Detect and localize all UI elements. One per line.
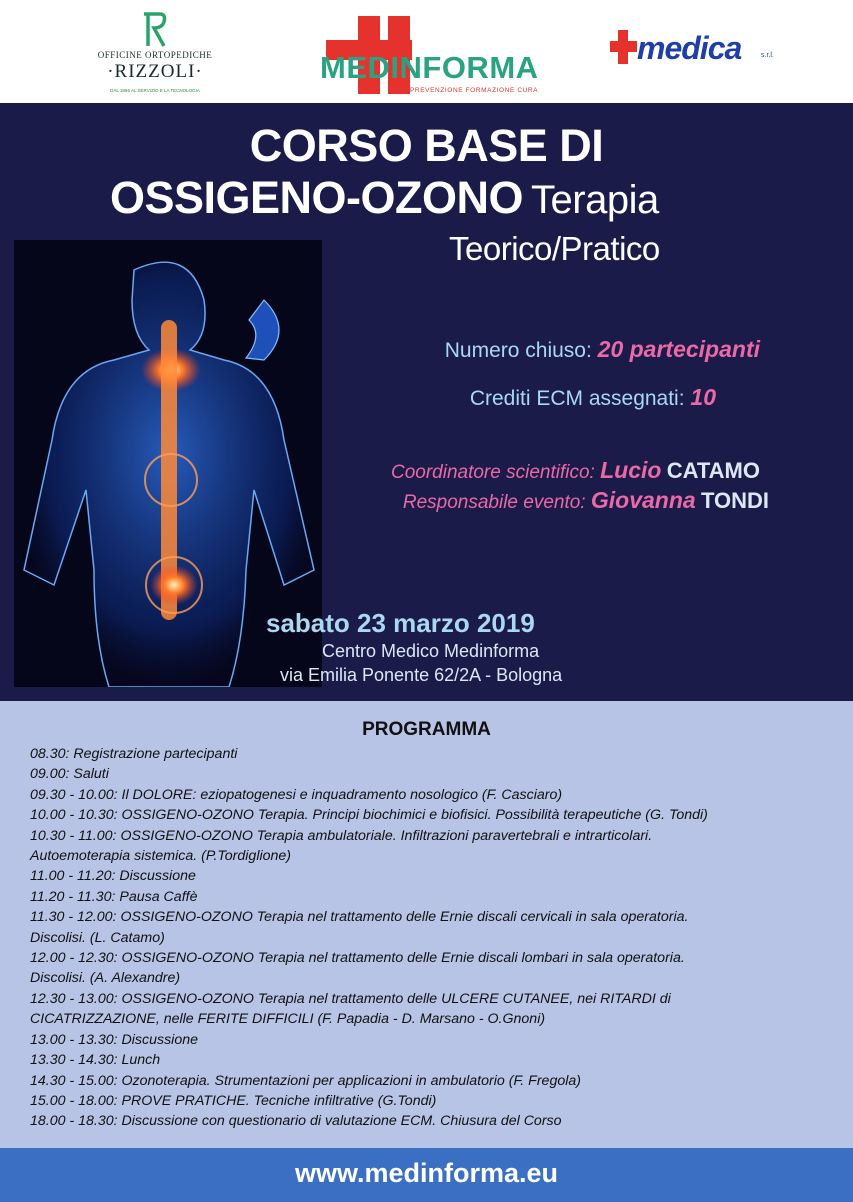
coordinatore	[391, 457, 760, 484]
footer	[0, 1148, 853, 1202]
numero-label: Numero chiuso:	[444, 339, 598, 362]
crediti-value: 10	[690, 384, 716, 410]
programma-line: CICATRIZZAZIONE, nelle FERITE DIFFICILI (F. Papadia - D. Marsano - O.Gnoni)	[30, 1011, 546, 1028]
subtitle: Teorico/Pratico	[449, 230, 660, 267]
event-date: sabato 23 marzo 2019	[266, 608, 535, 638]
rizzoli-r-icon	[138, 10, 168, 50]
numero-value: 20 partecipanti	[597, 336, 760, 362]
medica-name: medica	[637, 30, 742, 66]
website-link[interactable]: www.medinforma.eu	[294, 1158, 559, 1188]
responsabile-label: Responsabile evento:	[402, 492, 591, 513]
title-line2	[110, 172, 659, 224]
responsabile-nome: Giovanna	[590, 487, 696, 513]
programma-line: 18.00 - 18.30: Discussione con questionario di valutazione ECM. Chiusura del Corso	[30, 1113, 562, 1130]
rizzoli-logo	[80, 10, 230, 95]
coordinatore-cognome: CATAMO	[666, 458, 760, 483]
programma-line: 11.00 - 11.20: Discussione	[30, 868, 196, 885]
coordinatore-nome: Lucio	[600, 457, 662, 483]
medinforma-name: MEDINFORMA	[320, 50, 539, 85]
numero-chiuso	[445, 336, 760, 363]
title-bold: OSSIGENO-OZONO	[110, 172, 524, 223]
programma-list	[30, 744, 830, 1132]
title-light: Terapia	[531, 178, 659, 222]
medinforma-logo	[318, 16, 548, 94]
programma-line: Discolisi. (L. Catamo)	[30, 929, 165, 946]
event-venue: Centro Medico Medinforma	[322, 641, 540, 661]
rizzoli-line1: OFFICINE ORTOPEDICHE	[97, 50, 213, 60]
programma-line: 13.00 - 13.30: Discussione	[30, 1031, 198, 1048]
programma-line: 08.30: Registrazione partecipanti	[30, 746, 238, 762]
programma-line: 12.00 - 12.30: OSSIGENO-OZONO Terapia nel trattamento delle Ernie discali lombari in sala operatoria.	[30, 950, 685, 967]
programma-line: 11.20 - 11.30: Pausa Caffè	[30, 888, 198, 905]
programma-line: 12.30 - 13.00: OSSIGENO-OZONO Terapia nel trattamento delle ULCERE CUTANEE, nei RITARDI di	[30, 990, 671, 1007]
programma-line: 11.30 - 12.00: OSSIGENO-OZONO Terapia nel trattamento delle Ernie discali cervicali in sala operatoria.	[30, 909, 689, 926]
event-address: via Emilia Ponente 62/2A - Bologna	[280, 665, 563, 685]
header-logos	[0, 0, 853, 103]
responsabile	[403, 487, 769, 514]
medinforma-tagline: PREVENZIONE FORMAZIONE CURA	[410, 87, 539, 94]
programma-line: 13.30 - 14.30: Lunch	[30, 1052, 161, 1069]
programma-line: Discolisi. (A. Alexandre)	[30, 970, 181, 987]
title-line1: CORSO BASE DI	[249, 120, 604, 171]
medica-logo	[610, 30, 790, 70]
medica-suffix: s.r.l.	[761, 52, 774, 59]
crediti-ecm	[470, 384, 716, 411]
crediti-label: Crediti ECM assegnati:	[469, 387, 691, 410]
programma-line: 09.30 - 10.00: Il DOLORE: eziopatogenesi e inquadramento nosologico (F. Casciaro)	[30, 786, 563, 803]
programma-section	[0, 701, 853, 1148]
rizzoli-name: ·RIZZOLI·	[107, 61, 203, 82]
programma-line: 15.00 - 18.00: PROVE PRATICHE. Tecniche infiltrative (G.Tondi)	[30, 1092, 437, 1109]
programma-line: Autoemoterapia sistemica. (P.Tordiglione)	[30, 848, 292, 865]
programma-line: 10.00 - 10.30: OSSIGENO-OZONO Terapia. Principi biochimici e biofisici. Possibilità terapeutiche (G. Tondi)	[30, 807, 708, 824]
rizzoli-line3: DAL 1896 AL SERVIZIO E LA TECNOLOGIA	[110, 88, 200, 93]
responsabile-cognome: TONDI	[700, 488, 769, 513]
programma-line: 10.30 - 11.00: OSSIGENO-OZONO Terapia ambulatoriale. Infiltrazioni paravertebrali e intrarticolari.	[30, 827, 653, 844]
programma-title: PROGRAMMA	[362, 719, 491, 740]
programma-line: 14.30 - 15.00: Ozonoterapia. Strumentazioni per applicazioni in ambulatorio (F. Fregola)	[30, 1072, 581, 1089]
coordinatore-label: Coordinatore scientifico:	[390, 462, 601, 483]
programma-line: 09.00: Saluti	[30, 766, 109, 783]
medica-plus-bar	[610, 41, 637, 52]
hero-section	[0, 103, 853, 701]
